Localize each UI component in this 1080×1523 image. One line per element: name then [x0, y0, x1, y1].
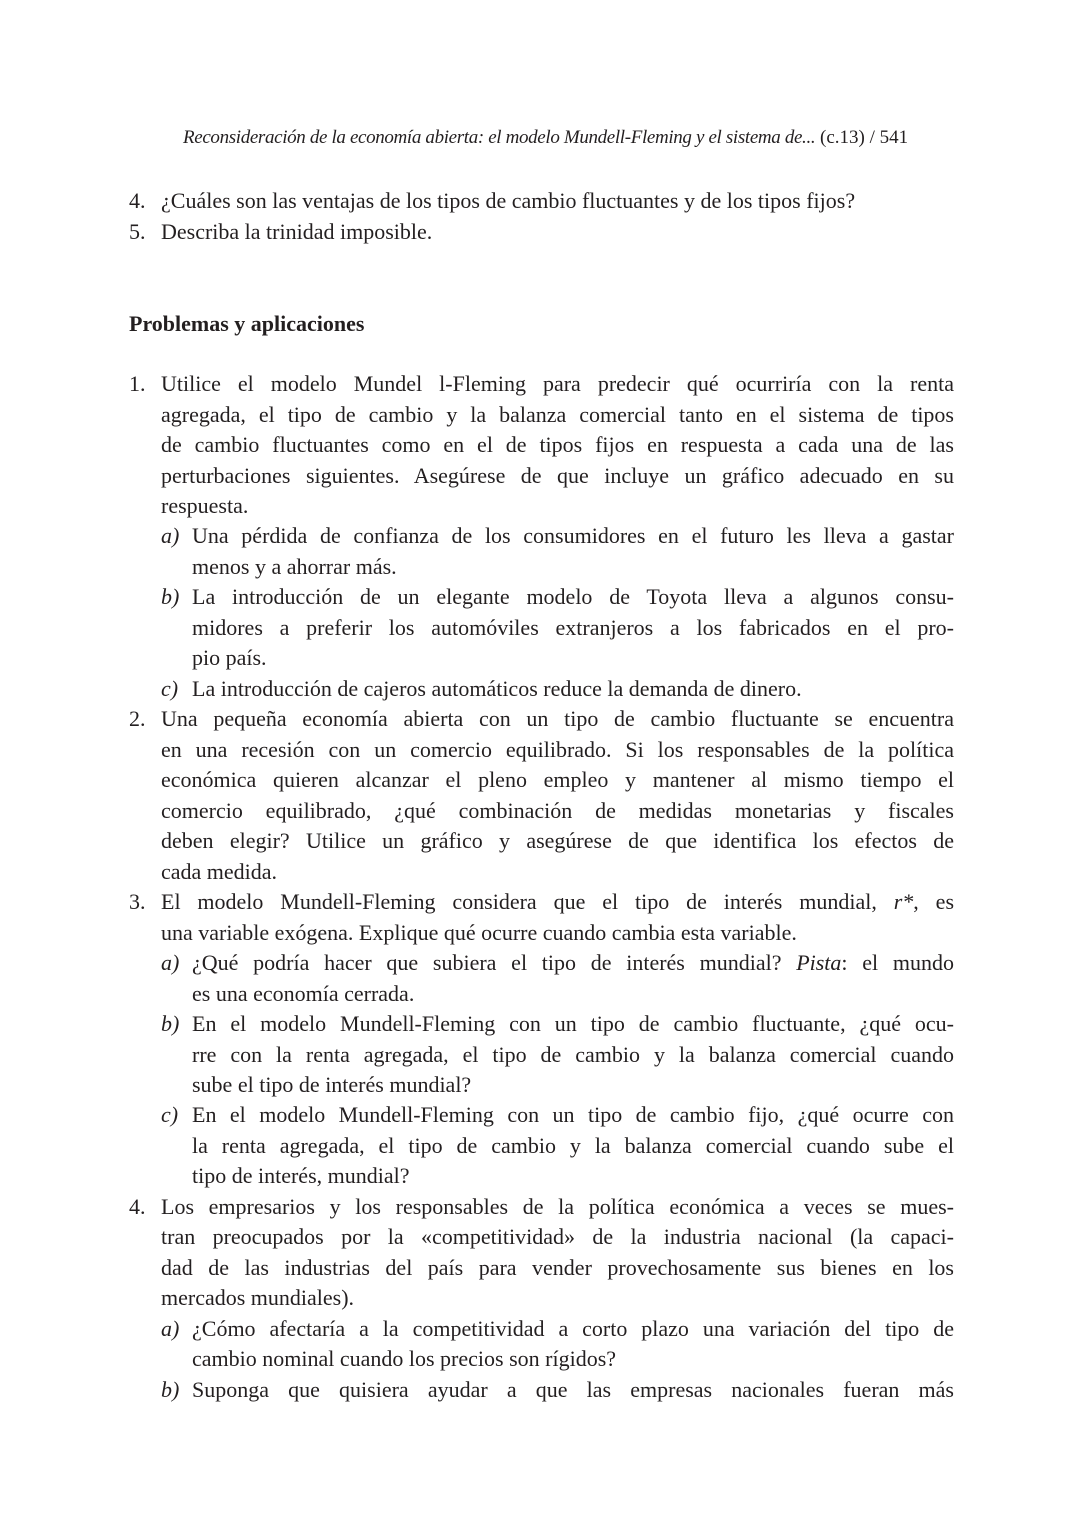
question-text: Describa la trinidad imposible. — [161, 219, 433, 244]
problem-text: El modelo Mundell-Fleming considera que el tipo de interés mundial, — [161, 889, 894, 914]
chapter-label: (c.13) — [820, 127, 865, 148]
problem-text: en una recesión con un comercio equilibrado. Si los responsables de la política — [161, 737, 954, 762]
world-interest-rate-symbol: r* — [893, 889, 914, 914]
subitem-label: b) — [161, 1011, 180, 1036]
item-number: 1. — [129, 371, 146, 396]
subitem-label: b) — [161, 1377, 180, 1402]
subitem-text: La introducción de cajeros automáticos reduce la demanda de dinero. — [192, 676, 802, 701]
problem-text-tail: , es — [913, 889, 955, 914]
problem-text: dad de las industrias del país para vender provechosamente sus bienes en los — [161, 1255, 954, 1280]
subitem-text: Una pérdida de confianza de los consumidores en el futuro les lleva a gastar — [192, 523, 954, 548]
subitem-text: tipo de interés, mundial? — [192, 1163, 410, 1188]
item-number: 4. — [129, 1194, 146, 1219]
hint-text: : el mundo — [841, 950, 954, 975]
subitem-text: Suponga que quisiera ayudar a que las empresas nacionales fueran más — [192, 1377, 954, 1402]
problem-text: deben elegir? Utilice un gráfico y asegúrese de que identifica los efectos de — [161, 828, 954, 853]
problem-text: tran preocupados por la «competitividad» de la industria nacional (la capaci- — [161, 1224, 954, 1249]
problem-text: comercio equilibrado, ¿qué combinación de medidas monetarias y fiscales — [161, 798, 954, 823]
subitem-label: a) — [161, 523, 180, 548]
subitem-label: b) — [161, 584, 180, 609]
subitem-label: a) — [161, 1316, 180, 1341]
item-number: 2. — [129, 706, 146, 731]
subitem-text: La introducción de un elegante modelo de Toyota lleva a algunos consu- — [192, 584, 954, 609]
page-separator: / — [869, 127, 875, 148]
subitem-text: cambio nominal cuando los precios son rígidos? — [192, 1346, 617, 1371]
hint-label: Pista — [796, 950, 842, 975]
problem-text: Una pequeña economía abierta con un tipo de cambio fluctuante se encuentra — [161, 706, 954, 731]
problem-text: económica quieren alcanzar el pleno empleo y mantener al mismo tiempo el — [161, 767, 954, 792]
problem-text: de cambio fluctuantes como en el de tipos fijos en respuesta a cada una de las — [161, 432, 954, 457]
subitem-text: sube el tipo de interés mundial? — [192, 1072, 472, 1097]
subitem-text: En el modelo Mundell-Fleming con un tipo de cambio fijo, ¿qué ocurre con — [192, 1102, 954, 1127]
subitem-text: midores a preferir los automóviles extranjeros a los fabricados en el pro- — [192, 615, 954, 640]
problem-text: perturbaciones siguientes. Asegúrese de que incluye un gráfico adecuado en su — [161, 463, 954, 488]
problem-text: respuesta. — [161, 493, 249, 518]
subitem-label: c) — [161, 1102, 179, 1127]
running-head-title: Reconsideración de la economía abierta: el modelo Mundell-Fleming y el sistema de... — [183, 127, 816, 148]
subitem-text: En el modelo Mundell-Fleming con un tipo de cambio fluctuante, ¿qué ocu- — [192, 1011, 954, 1036]
section-heading: Problemas y aplicaciones — [129, 311, 365, 336]
subitem-text: menos y a ahorrar más. — [192, 554, 397, 579]
problem-text: Los empresarios y los responsables de la política económica a veces se mues- — [161, 1194, 954, 1219]
subitem-label: c) — [161, 676, 179, 701]
item-number: 3. — [129, 889, 146, 914]
problem-text: mercados mundiales). — [161, 1285, 355, 1310]
question-text: ¿Cuáles son las ventajas de los tipos de cambio fluctuantes y de los tipos fijos? — [161, 188, 856, 213]
running-head — [183, 126, 953, 150]
problem-text: cada medida. — [161, 859, 278, 884]
problem-text: una variable exógena. Explique qué ocurre cuando cambia esta variable. — [161, 920, 797, 945]
subitem-text: ¿Qué podría hacer que subiera el tipo de interés mundial? — [192, 950, 797, 975]
problem-text: agregada, el tipo de cambio y la balanza comercial tanto en el sistema de tipos — [161, 402, 954, 427]
page-number: 541 — [879, 127, 909, 148]
subitem-text: es una economía cerrada. — [192, 981, 415, 1006]
problem-text: Utilice el modelo Mundel l-Fleming para predecir qué ocurriría con la renta — [161, 371, 954, 396]
item-number: 5. — [129, 219, 146, 244]
subitem-label: a) — [161, 950, 180, 975]
subitem-text: ¿Cómo afectaría a la competitividad a corto plazo una variación del tipo de — [192, 1316, 954, 1341]
subitem-text: pio país. — [192, 645, 267, 670]
subitem-text: rre con la renta agregada, el tipo de cambio y la balanza comercial cuando — [192, 1042, 954, 1067]
item-number: 4. — [129, 188, 146, 213]
subitem-text: la renta agregada, el tipo de cambio y la balanza comercial cuando sube el — [192, 1133, 954, 1158]
